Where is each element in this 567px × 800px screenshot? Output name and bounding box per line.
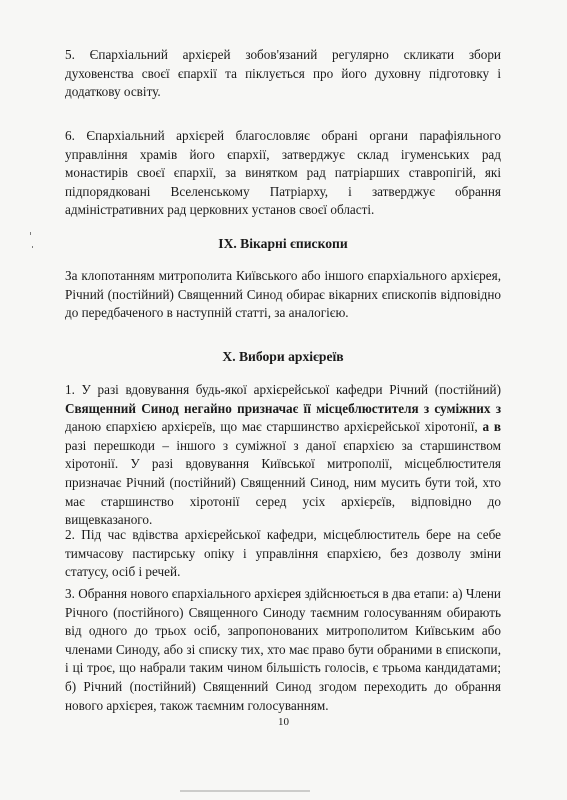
scan-speck — [30, 232, 31, 235]
section-heading-ix: IX. Вікарні єпископи — [218, 236, 348, 251]
paragraph-x-2: 2. Під час вдівства архієрейської кафедри, місцеблюститель бере на себе тимчасову пастирську опіку і управління єпархією, без дозволу зміни статусу, осіб і речей. — [65, 527, 501, 580]
paragraph-x-1-mid: даною єпархією архієреїв, що має старшинство архієрейської хіротонії, — [65, 419, 483, 435]
paragraph-x-1-bold-1: Священний Синод негайно призначає її місцеблюстителя з суміжних з — [65, 400, 501, 416]
paragraph-ix-1: За клопотанням митрополита Київського або іншого єпархіального архієрея, Річний (постійний) Священний Синод обирає вікарних єпископів відповідно до передбаченого в наступній статті, за аналогією. — [65, 268, 501, 321]
paragraph-x-1-bold-2: а в — [482, 419, 501, 435]
paragraph-x-1-tail: разі перешкоди – іншого з суміжної з даної єпархією за старшинством хіротонії. У разі вдовування Київської митрополії, місцеблюстителя призначає Річний (постійний) Священний Синод, ним мусить бути той, хто має старшинство хіротонії серед усіх архієрєїв, відповідно до вищевказаного. — [65, 437, 501, 528]
section-heading-x: X. Вибори архієреїв — [222, 349, 344, 364]
paragraph-x-3: 3. Обрання нового єпархіального архієрея здійснюється в два етапи: а) Члени Річного (постійного) Священного Синоду таємним голосуванням обирають від одного до трьох осіб, запропонованих митрополитом Київським або членами Синоду, або зі списку тих, хто має право бути обраними в єпископи, і ці троє, що набрали таким чином більшість голосів, є трьома кандидатами; б) Річний (постійний) Священний Синод згодом переходить до обрання нового архієрея, також таємним голосуванням. — [65, 586, 501, 713]
paragraph-x-1-lead: 1. У разі вдовування будь-якої архієрейської кафедри Річний (постійний) — [65, 382, 501, 397]
scan-artifact — [180, 790, 310, 792]
page-number: 10 — [278, 716, 289, 728]
paragraph-x-1 — [65, 381, 501, 530]
paragraph-5: 5. Єпархіальний архієрей зобов'язаний регулярно скликати збори духовенства своєї єпархії та піклується про його духовну підготовку і додаткову освіту. — [65, 47, 501, 100]
scan-speck — [32, 246, 33, 248]
paragraph-6: 6. Єпархіальний архієрей благословляє обрані органи парафіяльного управління храмів його єпархії, затверджує склад ігуменських рад монастирів своєї єпархії, за винятком рад патріарших ставропігій, які підпорядковані Вселенському Патріарху, і затверджує обрання адміністративних рад церковних установ своєї області. — [65, 128, 501, 218]
